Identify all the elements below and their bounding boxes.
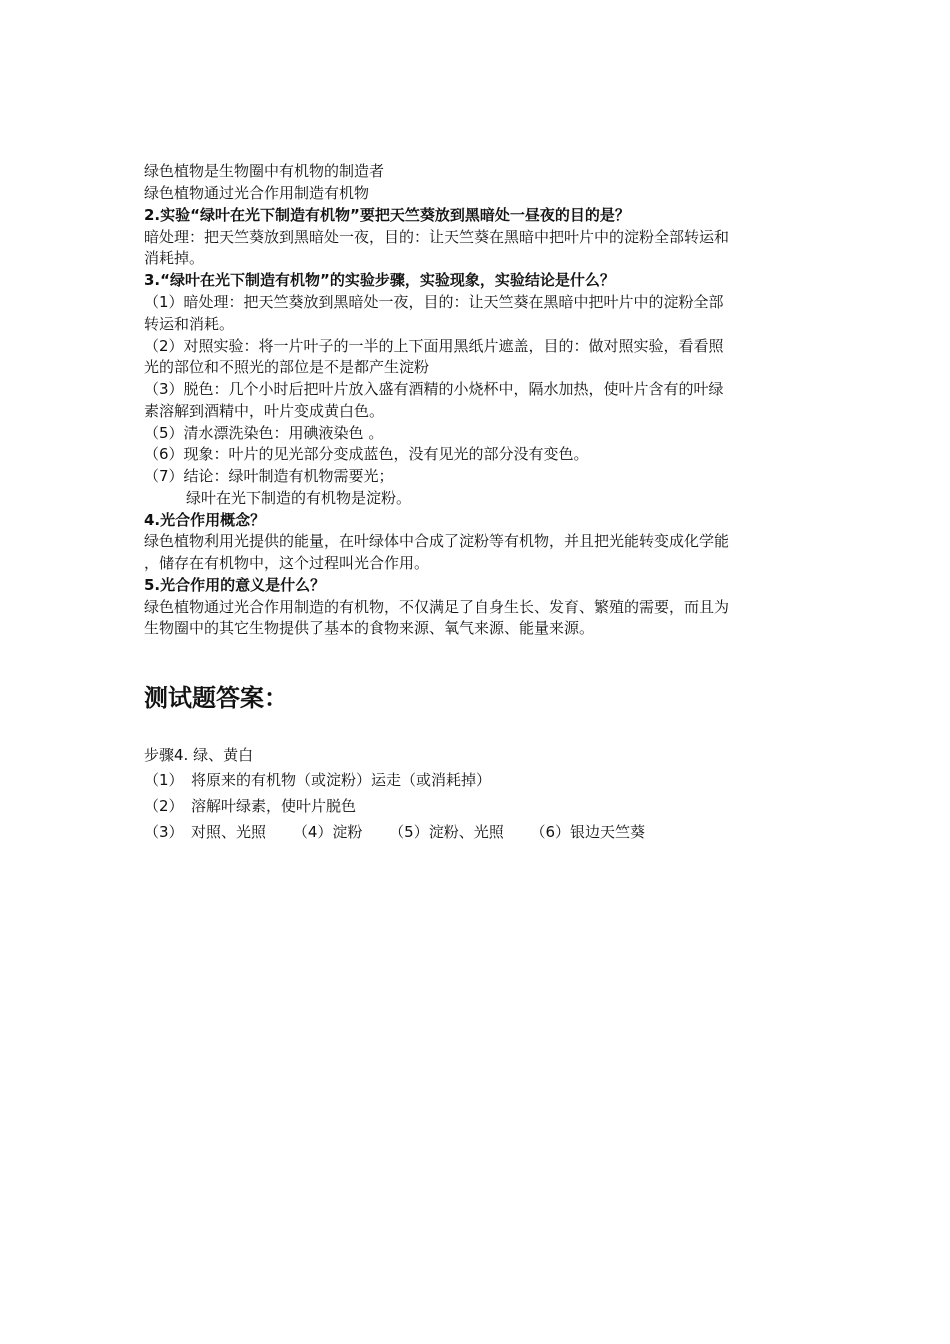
text-line: 绿叶在光下制造的有机物是淀粉。: [186, 489, 412, 507]
text-line: ，储存在有机物中，这个过程叫光合作用。: [144, 554, 430, 572]
answer-row-3-6: [144, 822, 667, 842]
text-line: 绿色植物通过光合作用制造有机物: [144, 184, 370, 202]
text-line: 转运和消耗。: [144, 315, 235, 333]
answer-6: （6）银边天竺葵: [530, 823, 646, 841]
text-line: （3）脱色：几个小时后把叶片放入盛有酒精的小烧杯中，隔水加热，使叶片含有的叶绿: [144, 380, 724, 398]
text-line: 绿色植物通过光合作用制造的有机物，不仅满足了自身生长、发育、繁殖的需要，而且为: [144, 598, 730, 616]
text-line: 消耗掉。: [144, 249, 205, 267]
question-heading: 2.实验“绿叶在光下制造有机物”要把天竺葵放到黑暗处一昼夜的目的是？: [144, 206, 630, 224]
text-line: （2）对照实验：将一片叶子的一半的上下面用黑纸片遮盖，目的：做对照实验，看看照: [144, 337, 724, 355]
text-line: 暗处理：把天竺葵放到黑暗处一夜，目的：让天竺葵在黑暗中把叶片中的淀粉全部转运和: [144, 228, 730, 246]
answer-5: （5）淀粉、光照: [389, 823, 504, 841]
question-heading: 3.“绿叶在光下制造有机物”的实验步骤，实验现象，实验结论是什么？: [144, 271, 615, 289]
text-line: 生物圈中的其它生物提供了基本的食物来源、氧气来源、能量来源。: [144, 619, 595, 637]
question-heading: 5.光合作用的意义是什么？: [144, 576, 326, 594]
answer-1: （1） 将原来的有机物（或淀粉）运走（或消耗掉）: [144, 771, 492, 789]
question-heading: 4.光合作用概念？: [144, 511, 266, 529]
text-line: 光的部位和不照光的部位是不是都产生淀粉: [144, 358, 430, 376]
text-line: 绿色植物是生物圈中有机物的制造者: [144, 162, 385, 180]
answer-step4: 步骤4. 绿、黄白: [144, 746, 254, 764]
answers-heading: 测试题答案：: [144, 684, 288, 712]
text-line: （1）暗处理：把天竺葵放到黑暗处一夜，目的：让天竺葵在黑暗中把叶片中的淀粉全部: [144, 293, 724, 311]
answer-2: （2） 溶解叶绿素，使叶片脱色: [144, 797, 357, 815]
text-line: （5）清水漂洗染色：用碘液染色 。: [144, 424, 384, 442]
text-line: （6）现象：叶片的见光部分变成蓝色，没有见光的部分没有变色。: [144, 445, 589, 463]
text-line: 素溶解到酒精中，叶片变成黄白色。: [144, 402, 385, 420]
answer-3: （3） 对照、光照: [144, 823, 267, 841]
text-line: （7）结论：绿叶制造有机物需要光；: [144, 467, 394, 485]
answer-4: （4）淀粉: [292, 823, 363, 841]
text-line: 绿色植物利用光提供的能量，在叶绿体中合成了淀粉等有机物，并且把光能转变成化学能: [144, 532, 730, 550]
